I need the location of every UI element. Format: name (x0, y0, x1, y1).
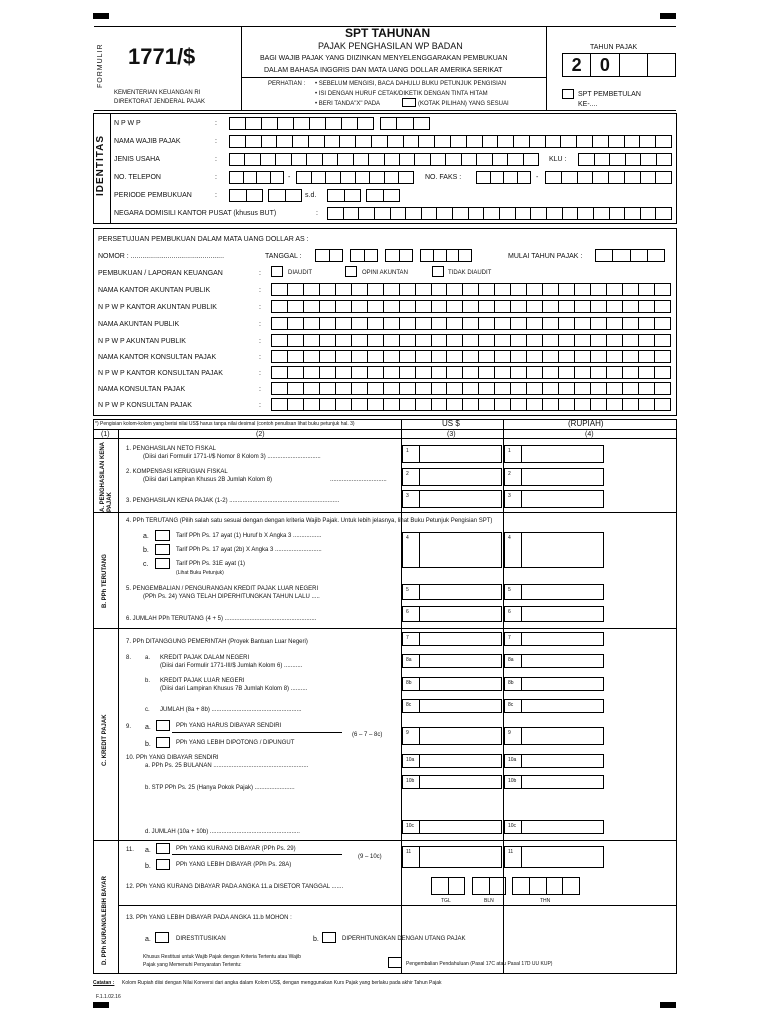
identitas-label: IDENTITAS (95, 134, 106, 196)
colon: : (259, 354, 261, 361)
spt-pembetulan-label: SPT PEMBETULAN (578, 91, 641, 98)
row-10d-label: d. JUMLAH (10a + 10b) ...................................................... (145, 829, 300, 835)
colon: : (259, 304, 261, 311)
row-9b-label: PPh YANG LEBIH DIPOTONG / DIPUNGUT (176, 740, 295, 746)
row-10b-label: b. STP PPh Ps. 25 (Hanya Pokok Pajak) ........................ (145, 785, 295, 791)
diaudit-checkbox[interactable] (271, 266, 283, 277)
description-line: BAGI WAJIB PAJAK YANG DIIZINKAN MENYELENGGARAKAN PEMBUKUAN (260, 55, 508, 62)
row-8-number: 8. (126, 655, 132, 661)
footnote: *) Pengisian kolom-kolom yang berisi nilai US$ harus tanpa nilai desimal (contoh penulisan lihat buku petunjuk hal. 3) (95, 421, 355, 427)
row-number-tag: 10b (508, 778, 517, 784)
row-9-number: 9. (126, 724, 132, 730)
row-13b-letter: b. (313, 936, 319, 943)
perhatian-label: PERHATIAN : (268, 81, 306, 87)
row-number-tag: 4 (406, 535, 409, 541)
row-4a-checkbox[interactable] (155, 530, 170, 541)
instruction-note: (KOTAK PILIHAN) YANG SESUAI (418, 101, 509, 107)
row-8b-label: KREDIT PAJAK LUAR NEGERI (160, 678, 245, 684)
row-number-tag: 8b (508, 680, 514, 686)
khusus-restitusi-text: Pajak yang Memenuhi Persyaratan Tertentu: (143, 962, 242, 968)
section-a-label: A. PENGHASILAN KENA PAJAK (100, 442, 113, 512)
persetujuan-field[interactable] (271, 283, 671, 296)
npwp-field-2[interactable] (380, 117, 430, 130)
tanggal-day-field[interactable] (315, 249, 343, 262)
row-number-tag: 1 (406, 448, 409, 454)
row-number-tag: 7 (406, 635, 409, 641)
row-8b-letter: b. (145, 678, 151, 684)
row-number-tag: 2 (508, 471, 511, 477)
colon: : (259, 338, 261, 345)
amount-field-6[interactable] (402, 606, 502, 622)
diperhitungkan-label: DIPERHITUNGKAN DENGAN UTANG PAJAK (342, 936, 466, 942)
row-10a-label: a. PPh Ps. 25 BULANAN ......................................................... (145, 763, 309, 769)
colon: : (259, 386, 261, 393)
tax-year-field[interactable] (562, 53, 676, 77)
tidak-diaudit-label: TIDAK DIAUDIT (448, 270, 492, 276)
row-13-label: 13. PPh YANG LEBIH DIBAYAR PADA ANGKA 11.b MOHON : (126, 915, 292, 921)
colon: : (215, 156, 217, 163)
section-b-label: B. PPh TERUTANG (102, 554, 108, 608)
row-2-dots: .................................. (330, 477, 387, 483)
amount-field-10a[interactable] (504, 754, 604, 768)
negara-field[interactable] (327, 207, 672, 220)
amount-field-2[interactable] (504, 468, 604, 486)
tgl-label: TGL (441, 898, 451, 904)
row-13a-letter: a. (145, 936, 151, 943)
row-8c-label: JUMLAH (8a + 8b) ...................................................... (160, 707, 302, 713)
npwp-label: N P W P (114, 120, 141, 127)
amount-field-4[interactable] (402, 532, 502, 568)
colon: : (259, 270, 261, 277)
directorate-name: DIREKTORAT JENDERAL PAJAK (114, 99, 206, 105)
registration-mark (93, 13, 109, 19)
row-number-tag: 7 (508, 635, 511, 641)
row-5-sub: (PPh Ps. 24) YANG TELAH DIPERHITUNGKAN TAHUN LALU ..... (143, 594, 320, 600)
form-number: 1771/$ (128, 44, 196, 69)
amount-field-7[interactable] (402, 632, 502, 646)
row-number-tag: 10a (406, 757, 415, 763)
klu-field[interactable] (578, 153, 672, 166)
negara-label: NEGARA DOMISILI KANTOR PUSAT (khusus BUT) (114, 210, 277, 217)
row-9-formula: (6 – 7 – 8c) (352, 732, 383, 738)
amount-field-11[interactable] (504, 846, 604, 868)
dash: - (288, 174, 291, 181)
row-number-tag: 10a (508, 757, 517, 763)
row-8a-letter: a. (145, 655, 151, 661)
persetujuan-field[interactable] (271, 317, 671, 330)
row-number-tag: 6 (508, 609, 511, 615)
amount-field-9[interactable] (504, 727, 604, 745)
row-9a-label: PPh YANG HARUS DIBAYAR SENDIRI (176, 723, 282, 729)
amount-field-11[interactable] (402, 846, 502, 868)
jenis-usaha-field[interactable] (229, 153, 539, 166)
row-11-number: 11. (126, 847, 134, 853)
row-4b-checkbox[interactable] (155, 544, 170, 555)
colon: : (215, 192, 217, 199)
jenis-usaha-label: JENIS USAHA (114, 156, 160, 163)
colon: : (215, 120, 217, 127)
row-9b-letter: b. (145, 741, 151, 748)
instruction-note: • BERI TANDA"X" PADA (315, 101, 381, 107)
amount-field-1[interactable] (504, 445, 604, 463)
nama-wp-label: NAMA WAJIB PAJAK (114, 138, 181, 145)
faks-area-field[interactable] (476, 171, 531, 184)
persetujuan-field[interactable] (271, 350, 671, 363)
row-number-tag: 5 (406, 587, 409, 593)
colon: : (259, 321, 261, 328)
row-8c-letter: c. (145, 707, 150, 713)
spt-pembetulan-ke: KE-.... (578, 101, 598, 108)
setor-year-field[interactable] (512, 877, 580, 895)
row-number-tag: 8b (406, 680, 412, 686)
form-code: F.1.1.02.16 (96, 994, 121, 1000)
restitusi-checkbox[interactable] (155, 932, 169, 943)
faks-label: NO. FAKS : (425, 174, 462, 181)
row-10-label: 10. PPh YANG DIBAYAR SENDIRI (126, 755, 219, 761)
row-number-tag: 1 (508, 448, 511, 454)
row-number-tag: 9 (406, 730, 409, 736)
row-11b-letter: b. (145, 863, 151, 870)
row-number-tag: 10c (508, 823, 517, 829)
tanggal-month-field[interactable] (350, 249, 378, 262)
nomor-label: NOMOR : ................................................ (98, 253, 225, 260)
colon: : (215, 174, 217, 181)
row-9b-checkbox[interactable] (156, 737, 170, 748)
amount-field-3[interactable] (402, 490, 502, 508)
row-1-label: 1. PENGHASILAN NETO FISKAL (126, 446, 216, 452)
amount-field-5[interactable] (402, 584, 502, 600)
row-number-tag: 8c (508, 702, 514, 708)
periode-label: PERIODE PEMBUKUAN (114, 192, 192, 199)
row-4b-letter: b. (143, 547, 149, 554)
thn-label: THN (540, 898, 551, 904)
periode-start-field[interactable] (229, 189, 263, 202)
persetujuan-field[interactable] (271, 366, 671, 379)
row-5-label: 5. PENGEMBALIAN / PENGURANGAN KREDIT PAJAK LUAR NEGERI (126, 586, 319, 592)
row-7-label: 7. PPh DITANGGUNG PEMERINTAH (Proyek Bantuan Luar Negeri) (126, 639, 308, 645)
year-digit: 0 (591, 54, 619, 76)
amount-field-5[interactable] (504, 584, 604, 600)
amount-field-8a[interactable] (504, 654, 604, 668)
amount-field-10a[interactable] (402, 754, 502, 768)
col1-header: (1) (101, 431, 110, 438)
amount-field-1[interactable] (402, 445, 502, 463)
mulai-label: MULAI TAHUN PAJAK : (508, 253, 583, 260)
registration-mark (660, 13, 676, 19)
telepon-field[interactable] (296, 171, 414, 184)
section-d-label: D. PPh KURANG/LEBIH BAYAR (102, 876, 108, 965)
amount-field-3[interactable] (504, 490, 604, 508)
row-number-tag: 5 (508, 587, 511, 593)
restitusi-label: DIRESTITUSIKAN (176, 936, 226, 942)
pembukuan-label: PEMBUKUAN / LAPORAN KEUANGAN (98, 270, 223, 277)
row-9a-checkbox[interactable] (156, 720, 170, 731)
row-4c-checkbox[interactable] (155, 558, 170, 569)
row-4c-letter: c. (143, 561, 149, 568)
row-4a-label: Tarif PPh Ps. 17 ayat (1) Huruf b X Angka 3 ................. (176, 533, 322, 539)
ministry-name: KEMENTERIAN KEUANGAN RI (114, 90, 201, 96)
row-9a-letter: a. (145, 724, 151, 731)
colon: : (259, 287, 261, 294)
row-number-tag: 9 (508, 730, 511, 736)
col4-header: (4) (585, 431, 594, 438)
registration-mark (93, 1002, 109, 1008)
telepon-area-field[interactable] (229, 171, 284, 184)
npwp-field[interactable] (229, 117, 374, 130)
amount-field-2[interactable] (402, 468, 502, 486)
description-line: DALAM BAHASA INGGRIS DAN MATA UANG DOLLAR AMERIKA SERIKAT (264, 67, 503, 74)
colon: : (259, 370, 261, 377)
telepon-label: NO. TELEPON (114, 174, 161, 181)
persetujuan-title: PERSETUJUAN PEMBUKUAN DALAM MATA UANG DOLLAR AS : (98, 236, 309, 243)
npwp-ap-label: N P W P AKUNTAN PUBLIK (98, 338, 186, 345)
row-2-sub: (Diisi dari Lampiran Khusus 2B Jumlah Kolom 8) (143, 477, 273, 483)
row-11b-label: PPh YANG LEBIH DIBAYAR (PPh Ps. 28A) (176, 862, 292, 868)
npwp-kap-label: N P W P KANTOR AKUNTAN PUBLIK (98, 304, 217, 311)
row-2-label: 2. KOMPENSASI KERUGIAN FISKAL (126, 469, 228, 475)
row-11a-checkbox[interactable] (156, 843, 170, 854)
nama-kap-label: NAMA KANTOR AKUNTAN PUBLIK (98, 287, 211, 294)
row-number-tag: 3 (508, 493, 511, 499)
tanggal-extra-field[interactable] (420, 249, 472, 262)
mulai-field[interactable] (595, 249, 665, 262)
rupiah-column-header: (RUPIAH) (568, 419, 604, 428)
row-8a-sub: (Diisi dari Formulir 1771-III/$ Jumlah Kolom 6) ........... (160, 663, 303, 669)
year-digit: 2 (563, 54, 591, 76)
row-4c-label: Tarif PPh Ps. 31E ayat (1) (176, 561, 246, 567)
klu-label: KLU : (549, 156, 567, 163)
row-8a-label: KREDIT PAJAK DALAM NEGERI (160, 655, 250, 661)
page-subtitle: PAJAK PENGHASILAN WP BADAN (318, 41, 463, 51)
tahun-pajak-label: TAHUN PAJAK (590, 44, 638, 51)
npwp-kkp-label: N P W P KANTOR KONSULTAN PAJAK (98, 370, 223, 377)
dash: - (536, 174, 539, 181)
row-3-label: 3. PENGHASILAN KENA PAJAK (1-2) .................................................................. (126, 498, 340, 504)
section-c-label: C. KREDIT PAJAK (102, 714, 108, 766)
persetujuan-field[interactable] (271, 398, 671, 411)
tanggal-label: TANGGAL : (265, 253, 302, 260)
row-8b-sub: (Diisi dari Lampiran Khusus 7B Jumlah Kolom 8) .......... (160, 686, 308, 692)
col3-header: (3) (447, 431, 456, 438)
row-number-tag: 8a (508, 657, 514, 663)
catatan-text: Kolom Rupiah diisi dengan Nilai Konversi dari angka dalam Kolom US$, dengan menggunakan Kurs Pajak yang berlaku pada akhir Tahun Pajak (122, 980, 442, 986)
colon: : (215, 138, 217, 145)
amount-field-8b[interactable] (504, 677, 604, 691)
amount-field-10c[interactable] (402, 820, 502, 834)
periode-end-year-field[interactable] (366, 189, 400, 202)
persetujuan-field[interactable] (271, 300, 671, 313)
row-12-label: 12. PPh YANG KURANG DIBAYAR PADA ANGKA 11.a DISETOR TANGGAL ....... (126, 884, 344, 890)
faks-field[interactable] (545, 171, 672, 184)
row-number-tag: 8c (406, 702, 412, 708)
row-11-formula: (9 – 10c) (358, 854, 382, 860)
colon: : (316, 210, 318, 217)
amount-field-10c[interactable] (504, 820, 604, 834)
periode-start-year-field[interactable] (268, 189, 302, 202)
opini-checkbox[interactable] (345, 266, 357, 277)
row-number-tag: 3 (406, 493, 409, 499)
khusus-restitusi-text: Khusus Restitusi untuk Wajib Pajak dengan Kriteria Tertentu atau Wajib (143, 954, 301, 960)
amount-field-10b[interactable] (504, 775, 604, 789)
col2-header: (2) (256, 431, 265, 438)
colon: : (259, 402, 261, 409)
row-6-label: 6. JUMLAH PPh TERUTANG (4 + 5) ....................................................... (126, 616, 317, 622)
row-11b-checkbox[interactable] (156, 859, 170, 870)
row-11a-letter: a. (145, 847, 151, 854)
spt-pembetulan-checkbox[interactable] (562, 89, 574, 99)
bln-label: BLN (484, 898, 494, 904)
row-number-tag: 6 (406, 609, 409, 615)
setor-month-field[interactable] (472, 877, 506, 895)
pengembalian-checkbox[interactable] (388, 957, 402, 968)
amount-field-7[interactable] (504, 632, 604, 646)
tidak-diaudit-checkbox[interactable] (432, 266, 444, 277)
amount-field-9[interactable] (402, 727, 502, 745)
page-title: SPT TAHUNAN (345, 26, 431, 40)
periode-end-field[interactable] (327, 189, 361, 202)
usd-column-header: US $ (442, 419, 460, 428)
persetujuan-field[interactable] (271, 334, 671, 347)
row-number-tag: 10c (406, 823, 415, 829)
instruction-note: • ISI DENGAN HURUF CETAK/DIKETIK DENGAN TINTA HITAM (315, 91, 488, 97)
row-number-tag: 8a (406, 657, 412, 663)
tanggal-year-field[interactable] (385, 249, 413, 262)
diaudit-label: DIAUDIT (288, 270, 312, 276)
nama-wp-field[interactable] (229, 135, 672, 148)
nama-kp-label: NAMA KONSULTAN PAJAK (98, 386, 186, 393)
example-checkbox (402, 98, 416, 107)
amount-field-10b[interactable] (402, 775, 502, 789)
catatan-label: Catatan : (93, 980, 115, 986)
amount-field-8c[interactable] (504, 699, 604, 713)
instruction-note: • SEBELUM MENGISI, BACA DAHULU BUKU PETUNJUK PENGISIAN (315, 81, 507, 87)
nama-ap-label: NAMA AKUNTAN PUBLIK (98, 321, 180, 328)
row-number-tag: 4 (508, 535, 511, 541)
amount-field-8b[interactable] (402, 677, 502, 691)
row-4a-letter: a. (143, 533, 149, 540)
row-number-tag: 2 (406, 471, 409, 477)
diperhitungkan-checkbox[interactable] (322, 932, 336, 943)
amount-field-4[interactable] (504, 532, 604, 568)
row-11a-label: PPh YANG KURANG DIBAYAR (PPh Ps. 29) (176, 846, 296, 852)
registration-mark (660, 1002, 676, 1008)
row-number-tag: 11 (508, 849, 514, 855)
amount-field-8a[interactable] (402, 654, 502, 668)
row-4b-label: Tarif PPh Ps. 17 ayat (2b) X Angka 3 ............................ (176, 547, 322, 553)
pengembalian-label: Pengembalian Pendahuluan (Pasal 17C atau Pasal 17D UU KUP) (406, 961, 553, 967)
setor-day-field[interactable] (431, 877, 465, 895)
row-4c-note: (Lihat Buku Petunjuk) (176, 570, 224, 576)
nama-kkp-label: NAMA KANTOR KONSULTAN PAJAK (98, 354, 217, 361)
amount-field-8c[interactable] (402, 699, 502, 713)
row-number-tag: 11 (406, 849, 412, 855)
npwp-kp-label: N P W P KONSULTAN PAJAK (98, 402, 192, 409)
opini-label: OPINI AKUNTAN (362, 270, 408, 276)
row-1-sub: (Diisi dari Formulir 1771-I/$ Nomor 8 Kolom 3) ................................ (143, 454, 321, 460)
amount-field-6[interactable] (504, 606, 604, 622)
row-4-label: 4. PPh TERUTANG (Pilih salah satu sesuai dengan dengan kriteria Wajib Pajak. Untuk lebih jelasnya, lihat Buku Petunjuk Pengisian SPT) (126, 518, 493, 524)
persetujuan-field[interactable] (271, 382, 671, 395)
sd-label: s.d. (305, 192, 317, 199)
formulir-label: FORMULIR (97, 43, 104, 88)
row-number-tag: 10b (406, 778, 415, 784)
